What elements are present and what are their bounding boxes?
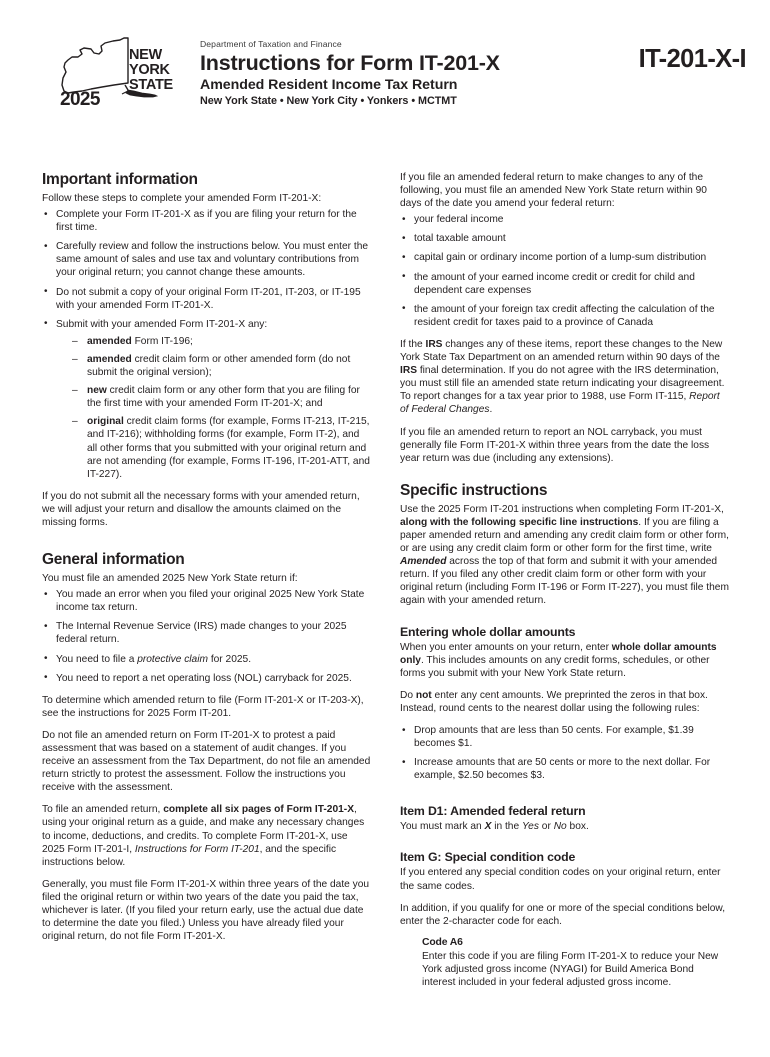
new-york-state-logo [58, 33, 178, 111]
paragraph: When you enter amounts on your return, enter whole dollar amounts only. This includes amounts on any credit forms, schedules, or other forms you submit with your New York State return. [400, 641, 717, 679]
paragraph: In addition, if you qualify for one or more of the special conditions below, enter the 2-character code for each. [400, 902, 726, 927]
section-item-d1 [400, 804, 730, 833]
list-item: • You need to file a protective claim for 2025. [42, 653, 372, 666]
general-information-intro: You must file an amended 2025 New York State return if: [42, 573, 298, 585]
sub-list [56, 335, 372, 481]
list-item: • Increase amounts that are 50 cents or more to the next dollar. For example, $2.50 becomes $3. [400, 756, 730, 782]
section-heading-item-d1: Item D1: Amended federal return [400, 804, 586, 819]
code-a6-text: Enter this code if you are filing Form IT-201-X to reduce your New York adjusted gross income (NYAGI) for Build America Bond interest included in your federal adjusted gross income. [422, 950, 719, 989]
logo-line-state: STATE [129, 77, 173, 93]
list-item: • Drop amounts that are less than 50 cents. For example, $1.39 becomes $1. [400, 724, 730, 750]
paragraph: To determine which amended return to file (Form IT-201-X or IT-203-X), see the instructions for 2025 Form IT-201. [42, 694, 364, 719]
list-item: • the amount of your earned income credit or credit for child and dependent care expenses [400, 271, 730, 297]
department-name: Department of Taxation and Finance [200, 39, 342, 49]
list-item: • The Internal Revenue Service (IRS) made changes to your 2025 federal return. [42, 620, 372, 646]
spacer [400, 791, 730, 804]
right-column [400, 171, 730, 998]
list-item: • the amount of your foreign tax credit affecting the calculation of the resident credit for taxes paid to a province of Canada [400, 303, 730, 329]
sub-list-item: – amended Form IT-196; [70, 335, 372, 348]
whole-dollar-bullets [400, 724, 730, 782]
section-general-information [42, 551, 372, 943]
item-g-paragraphs [400, 866, 730, 927]
code-a6-heading: Code A6 [422, 936, 463, 948]
jurisdictions-line: New York State • New York City • Yonkers • MCTMT [200, 95, 457, 107]
paragraph: You must mark an X in the Yes or No box. [400, 821, 589, 833]
document-page [0, 33, 770, 1057]
header-title-group [200, 33, 500, 107]
logo-line-york: YORK [129, 62, 170, 78]
sub-list-item: – new credit claim form or any other form that you are filing for the first time with your amended Form IT-201-X; and [70, 384, 372, 410]
code-a6-block [422, 937, 730, 989]
section-heading-general-information: General information [42, 551, 185, 569]
general-information-bullets [42, 588, 372, 685]
list-item: • Carefully review and follow the instructions below. You must enter the same amount of sales and use tax and voluntary contributions from your original return; you cannot change these amounts. [42, 240, 372, 279]
paragraph: Use the 2025 Form IT-201 instructions when completing Form IT-201-X, along with the following specific line instructions. If you are filing a paper amended return and amending any credit claim form or other form, or are using any credit claim form or other form for the first time, write Amended across the top of that form and submit it with your amended return. If you filed any other credit claim form or other form with your original return (including Form IT-196 or Form IT-227), you must file them again with your amended return. [400, 503, 729, 607]
section-specific-instructions [400, 482, 730, 608]
section-heading-item-g: Item G: Special condition code [400, 850, 576, 865]
section-entering-whole-dollar-amounts [400, 625, 730, 783]
page-subtitle: Amended Resident Income Tax Return [200, 77, 458, 93]
form-code: IT-201-X-I [638, 45, 746, 73]
important-information-intro: Follow these steps to complete your amended Form IT-201-X: [42, 193, 322, 204]
list-item: • You need to report a net operating loss (NOL) carryback for 2025. [42, 672, 372, 685]
section-item-g [400, 850, 730, 989]
spacer [400, 617, 730, 625]
whole-dollar-paragraphs [400, 641, 730, 715]
paragraph: If you file an amended return to report an NOL carryback, you must generally file Form IT-201-X within three years from the date the loss year return was due (including any extensions). [400, 426, 710, 464]
document-header [40, 33, 746, 133]
spacer [42, 538, 372, 551]
list-item: • total taxable amount [400, 232, 730, 245]
important-information-bullets [42, 208, 372, 481]
federal-changes-intro: If you file an amended federal return to make changes to any of the following, you must file an amended New York State return within 90 days of the date you amend your federal return: [400, 172, 707, 210]
important-information-closing: If you do not submit all the necessary forms with your amended return, we will adjust your return and disallow the amounts claimed on the missing forms. [42, 490, 360, 528]
sub-list-item: – amended credit claim form or other amended form (do not submit the original version); [70, 353, 372, 379]
list-item: • Submit with your amended Form IT-201-X any: – amended Form IT-196; – amended credit claim form or other amended form (do not submit the original version); – new credit claim form or any other form that you are filing for the first time with your amended Form IT-201-X; and – original credit claim forms (for example, Forms IT-213, IT-215, and IT-216); withholding forms (for example, Form IT-2), and all other forms that you submitted with your original return and are not amending (for example, Forms IT-196, IT-201-ATT, and IT-227). [42, 318, 372, 481]
left-column [42, 171, 372, 998]
spacer [400, 474, 730, 482]
list-item: • your federal income [400, 213, 730, 226]
federal-changes-bullets [400, 213, 730, 329]
section-important-information [42, 171, 372, 529]
item-d1-paragraphs [400, 820, 730, 833]
section-heading-specific-instructions: Specific instructions [400, 481, 548, 499]
paragraph: Do not enter any cent amounts. We preprinted the zeros in that box. Instead, round cents to the nearest dollar using the following rules: [400, 689, 708, 714]
sub-list-item: – original credit claim forms (for example, Forms IT-213, IT-215, and IT-216); withholding forms (for example, Form IT-2), and all other forms that you submitted with your original return and are not amending (for example, Forms IT-196, IT-201-ATT, and IT-227). [70, 415, 372, 480]
page-title: Instructions for Form IT-201-X [200, 51, 500, 75]
section-federal-changes [400, 171, 730, 465]
list-item: • Complete your Form IT-201-X as if you are filing your return for the first time. [42, 208, 372, 234]
spacer [400, 842, 730, 850]
general-information-paragraphs [42, 694, 372, 944]
specific-instructions-paragraphs [400, 503, 730, 608]
list-item: • You made an error when you filed your original 2025 New York State income tax return. [42, 588, 372, 614]
paragraph: Do not file an amended return on Form IT-201-X to protest a paid assessment that was based on a statement of audit changes. If you receive an assessment from the Tax Department, do not file an amended return strictly to protest the assessment. Follow the instructions you receive with the assessment. [42, 729, 371, 794]
paragraph: If you entered any special condition codes on your original return, enter the same codes. [400, 867, 721, 892]
logo-line-new: NEW [129, 47, 162, 63]
paragraph: Generally, you must file Form IT-201-X within three years of the date you filed the original return or within two years of the date you paid the tax, whichever is later. (If you filed your return early, use the actual due date to determine the date you filed.) Unless you have already filed your original return, do not file Form IT-201-X. [42, 878, 370, 943]
list-item: • capital gain or ordinary income portion of a lump-sum distribution [400, 251, 730, 264]
section-heading-whole-dollar: Entering whole dollar amounts [400, 624, 576, 639]
logo-year: 2025 [60, 89, 100, 110]
paragraph: To file an amended return, complete all six pages of Form IT-201-X, using your original return as a guide, and make any necessary changes to income, deductions, and credits. To complete Form IT-201-X, use 2025 Form IT-201-I, Instructions for Form IT-201, and the specific instructions below. [42, 804, 365, 868]
paragraph: If the IRS changes any of these items, report these changes to the New York State Tax Department on an amended return within 90 days of the IRS final determination. If you do not agree with the IRS determination, you must still file an amended state return indicating your disagreement. To report changes for a tax year prior to 1988, use Form IT-115, Report of Federal Changes. [400, 338, 725, 416]
section-heading-important-information: Important information [42, 171, 198, 188]
list-item: • Do not submit a copy of your original Form IT-201, IT-203, or IT-195 with your amended Form IT-201-X. [42, 286, 372, 312]
two-column-body [0, 171, 770, 998]
federal-changes-paragraphs [400, 338, 730, 465]
